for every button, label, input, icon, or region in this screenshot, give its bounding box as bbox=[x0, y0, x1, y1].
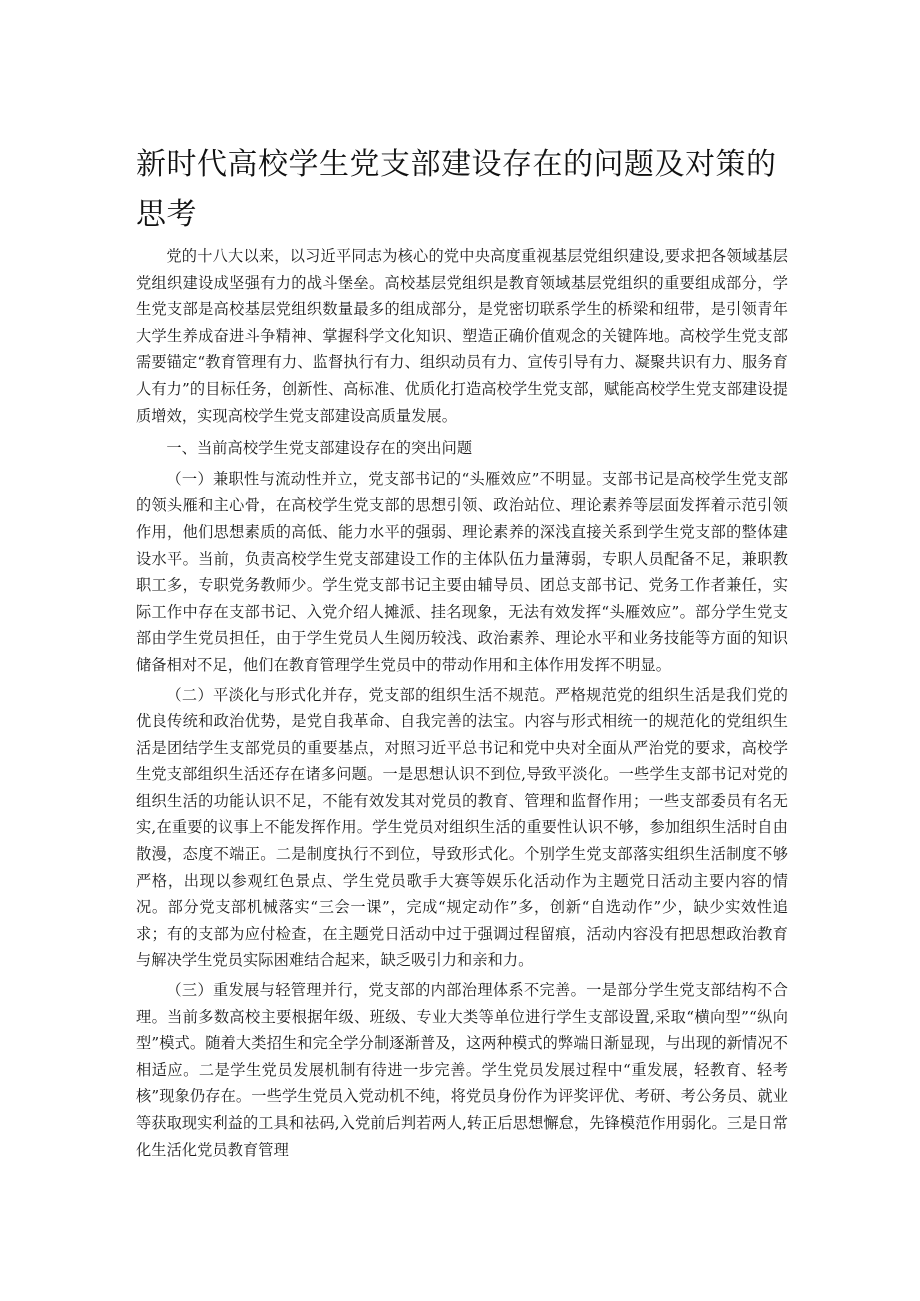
subsection-paragraph-1: （一）兼职性与流动性并立，党支部书记的“头雁效应”不明显。支部书记是高校学生党支部的领头雁和主心骨，在高校学生党支部的思想引领、政治站位、理论素养等层面发挥着示范引领作用，他们思想素质的高低、能力水平的强弱、理论素养的深浅直接关系到学生党支部的整体建设水平。当前，负责高校学生党支部建设工作的主体队伍力量薄弱，专职人员配备不足，兼职教职工多，专职党务教师少。学生党支部书记主要由辅导员、团总支部书记、党务工作者兼任，实际工作中存在支部书记、入党介绍人摊派、挂名现象，无法有效发挥“头雁效应”。部分学生党支部由学生党员担任，由于学生党员人生阅历较浅、政治素养、理论水平和业务技能等方面的知识储备相对不足，他们在教育管理学生党员中的带动作用和主体作用发挥不明显。 bbox=[136, 469, 788, 674]
section-heading-1: 一、当前高校学生党支部建设存在的突出问题 bbox=[166, 439, 473, 458]
document-title: 新时代高校学生党支部建设存在的问题及对策的思考 bbox=[136, 147, 777, 232]
intro-paragraph: 党的十八大以来，以习近平同志为核心的党中央高度重视基层党组织建设,要求把各领域基层党组织建设成坚强有力的战斗堡垒。高校基层党组织是教育领域基层党组织的重要组成部分，学生党支部是高校基层党组织数量最多的组成部分，是党密切联系学生的桥梁和纽带，是引领青年大学生养成奋进斗争精神、掌握科学文化知识、塑造正确价值观念的关键阵地。高校学生党支部需要锚定“教育管理有力、监督执行有力、组织动员有力、宣传引导有力、凝聚共识有力、服务育人有力”的目标任务，创新性、高标准、优质化打造高校学生党支部，赋能高校学生党支部建设提质增效，实现高校学生党支部建设高质量发展。 bbox=[136, 247, 788, 425]
document-body bbox=[136, 243, 788, 1163]
subsection-paragraph-2: （二）平淡化与形式化并存，党支部的组织生活不规范。严格规范党的组织生活是我们党的优良传统和政治优势，是党自我革命、自我完善的法宝。内容与形式相统一的规范化的党组织生活是团结学生支部党员的重要基点，对照习近平总书记和党中央对全面从严治党的要求，高校学生党支部组织生活还存在诸多问题。一是思想认识不到位,导致平淡化。一些学生支部书记对党的组织生活的功能认识不足，不能有效发其对党员的教育、管理和监督作用；一些支部委员有名无实,在重要的议事上不能发挥作用。学生党员对组织生活的重要性认识不够，参加组织生活时自由散漫，态度不端正。二是制度执行不到位，导致形式化。个别学生党支部落实组织生活制度不够严格，出现以参观红色景点、学生党员歌手大赛等娱乐化活动作为主题党日活动主要内容的情况。部分党支部机械落实“三会一课”，完成“规定动作”多，创新“自选动作”少，缺少实效性追求；有的支部为应付检查，在主题党日活动中过于强调过程留痕，活动内容没有把思想政治教育与解决学生党员实际困难结合起来，缺乏吸引力和亲和力。 bbox=[136, 685, 788, 970]
subsection-paragraph-3: （三）重发展与轻管理并行，党支部的内部治理体系不完善。一是部分学生党支部结构不合理。当前多数高校主要根据年级、班级、专业大类等单位进行学生支部设置,采取“横向型”“纵向型”模式。随着大类招生和完全学分制逐渐普及，这两种模式的弊端日渐显现，与出现的新情况不相适应。二是学生党员发展机制有待进一步完善。学生党员发展过程中“重发展，轻教育、轻考核”现象仍存在。一些学生党员入党动机不纯，将党员身份作为评奖评优、考研、考公务员、就业等获取现实利益的工具和祛码,入党前后判若两人,转正后思想懈怠，先锋模范作用弱化。三是日常化生活化党员教育管理 bbox=[136, 981, 788, 1159]
